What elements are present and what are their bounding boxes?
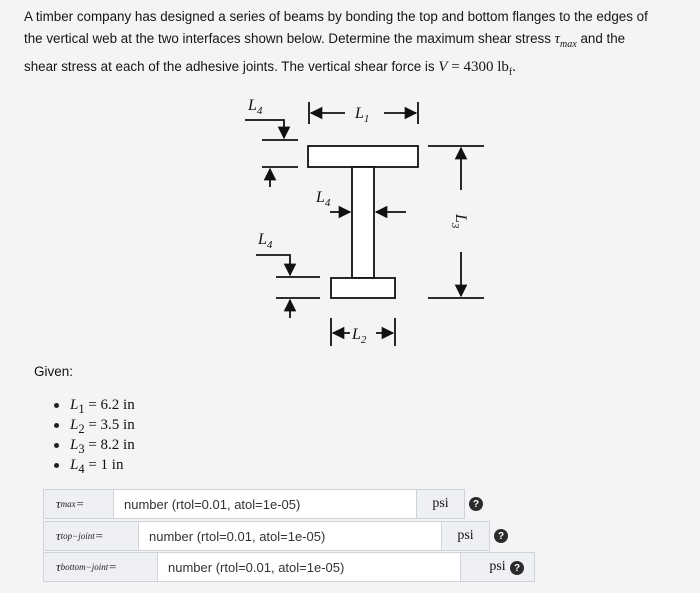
given-value: = 6.2 in (84, 397, 135, 413)
answer-row-tau-max (43, 489, 465, 519)
given-var: L (70, 397, 79, 413)
answer-symbol: τ (56, 496, 61, 511)
force-unit-sub: f (508, 67, 513, 78)
unit-psi: psi (416, 490, 464, 518)
help-icon[interactable]: ? (510, 561, 524, 575)
given-var: L (70, 457, 79, 473)
problem-line-1: A timber company has designed a series of beams by bonding the top and bottom flanges to the edges of (24, 9, 648, 24)
answer-symbol: τ (56, 528, 61, 543)
top-flange (308, 146, 418, 167)
answer-sub: max (60, 499, 76, 509)
label-L2-var: L (352, 326, 361, 343)
answer-row-tau-bottom-joint (43, 552, 535, 582)
answer-eq: = (108, 559, 118, 574)
given-item-L1 (54, 395, 135, 415)
label-L4-web-var: L (316, 189, 325, 206)
label-L2-sub: 2 (360, 334, 367, 346)
label-L4-top-var: L (248, 97, 257, 114)
answer-label-tau-bottom-joint (44, 553, 158, 581)
problem-line-2-tail: and the (580, 31, 626, 46)
label-L4-bottom (257, 231, 273, 251)
answer-sub: bottom−joint (60, 562, 109, 572)
answer-eq: = (94, 528, 104, 543)
tau-subscript: max (560, 39, 577, 50)
unit-psi: psi (460, 553, 534, 581)
label-L1-var: L (355, 105, 364, 122)
answer-sub: top−joint (60, 531, 95, 541)
tau-symbol: τ (554, 31, 561, 47)
label-L3-var: L (452, 214, 469, 223)
tau-bottom-joint-input[interactable] (158, 553, 460, 581)
given-item-L3 (54, 435, 135, 455)
given-var: L (70, 437, 79, 453)
given-sub: 1 (78, 402, 85, 416)
force-period: . (512, 59, 516, 75)
given-list (54, 395, 135, 475)
given-value: = 1 in (84, 457, 124, 473)
problem-line-2-text: the vertical web at the two interfaces shown below. Determine the maximum shear stress (24, 31, 551, 46)
web (352, 167, 374, 278)
given-item-L4 (54, 455, 135, 475)
label-L4-web (315, 189, 331, 209)
label-L1-sub: 1 (363, 113, 370, 125)
tau-max-input[interactable] (114, 490, 416, 518)
given-sub: 4 (78, 462, 85, 476)
given-value: = 8.2 in (84, 437, 135, 453)
label-L4-bottom-var: L (258, 231, 267, 248)
answer-label-tau-max (44, 490, 114, 518)
problem-line-3-text: shear stress at each of the adhesive joints. The vertical shear force is (24, 59, 435, 74)
label-L4-web-sub: 4 (324, 197, 331, 209)
label-L2 (351, 326, 367, 346)
answer-symbol: τ (56, 559, 61, 574)
given-item-L2 (54, 415, 135, 435)
label-L4-top (247, 97, 263, 117)
given-var: L (70, 417, 79, 433)
force-eq: = 4300 lb (447, 59, 509, 75)
given-title: Given: (34, 364, 74, 379)
given-sub: 3 (78, 442, 85, 456)
help-icon[interactable]: ? (469, 497, 483, 511)
tau-top-joint-input[interactable] (139, 522, 441, 550)
answer-row-tau-top-joint (43, 521, 490, 551)
unit-psi: psi (441, 522, 489, 550)
label-L3-sub: 3 (449, 222, 461, 229)
force-var: V (438, 59, 448, 75)
given-value: = 3.5 in (84, 417, 135, 433)
answer-label-tau-top-joint (44, 522, 139, 550)
answer-eq: = (75, 496, 85, 511)
label-L3 (449, 213, 469, 229)
bottom-flange (331, 278, 395, 298)
given-sub: 2 (78, 422, 85, 436)
label-L4-bottom-sub: 4 (266, 239, 273, 251)
help-icon[interactable]: ? (494, 529, 508, 543)
label-L4-top-sub: 4 (256, 105, 263, 117)
label-L1 (354, 105, 369, 125)
